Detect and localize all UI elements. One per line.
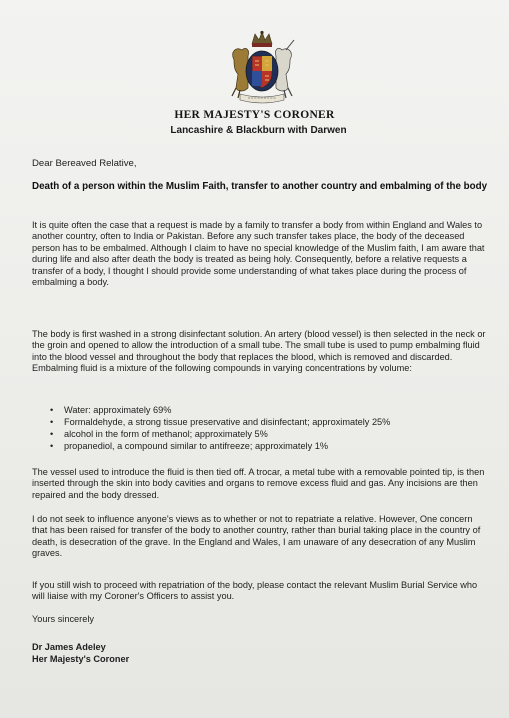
compound-item: alcohol in the form of methanol; approximately 5% [64,428,268,439]
list-item [50,429,480,441]
bullet-icon: • [50,428,54,439]
royal-coat-of-arms-crest [226,30,298,106]
salutation: Dear Bereaved Relative, [32,158,137,169]
paragraph-desecration-concern: I do not seek to influence anyone's views as to whether or not to repatriate a relative. However, One concern that has been raised for transfer of the body to another country, rather than burial taking place in the country of death, is desecration of the grave. In the England and Wales, I am unaware of any desecration of any Muslim graves. [32,514,481,559]
bullet-icon: • [50,405,54,415]
paragraph-repatriation-contact: If you still wish to proceed with repatriation of the body, please contact the relevant Muslim Burial Service who will liaise with my Coroner's Officers to assist you. [32,580,478,602]
compound-item: propanediol, a compound similar to antifreeze; approximately 1% [64,440,329,451]
list-item [50,441,480,453]
paragraph-trocar: The vessel used to introduce the fluid is then tied off. A trocar, a metal tube with a removable pointed tip, is then inserted through the skin into body cavities and organs to remove excess fluid and gas. Any incisions are then repaired and the body dressed. [32,467,485,500]
paragraph-embalming-process: The body is first washed in a strong disinfectant solution. An artery (blood vessel) is then selected in the neck or the groin and opened to allow the introduction of a small tube. The small tube is used to pump embalming fluid into the blood vessel and throughout the body that replaces the blood, which is removed and discarded. Embalming fluid is a mixture of the following compounds in varying concentrations by volume: [32,329,486,374]
coroner-jurisdiction: Lancashire & Blackburn with Darwen [170,125,347,136]
list-item [50,405,480,417]
paragraph-transfer-request: It is quite often the case that a request is made by a family to transfer a body from within England and Wales to another country, often to India or Pakistan. Before any such transfer takes place, the body of the deceased person has to be embalmed. Although I claim to have no special knowledge of the Muslim faith, I am aware that during life and also after death the body is treated as being holy. Consequently, before a relative requests a transfer of a body, I thought I should provide some understanding of what takes place during the process of embalming a body. [32,220,485,288]
signer-title: Her Majesty's Coroner [32,654,130,664]
closing: Yours sincerely [32,614,94,624]
embalming-fluid-compounds-list [50,405,480,453]
bullet-icon: • [50,416,54,427]
letter-subject: Death of a person within the Muslim Faith, transfer to another country and embalming of the body [32,181,488,192]
compound-item: Water: approximately 69% [64,405,172,415]
coroner-office-title: HER MAJESTY'S CORONER [174,109,335,121]
list-item [50,417,480,429]
compound-item: Formaldehyde, a strong tissue preservative and disinfectant; approximately 25% [64,416,391,427]
signer-name: Dr James Adeley [32,642,106,652]
bullet-icon: • [50,440,54,451]
